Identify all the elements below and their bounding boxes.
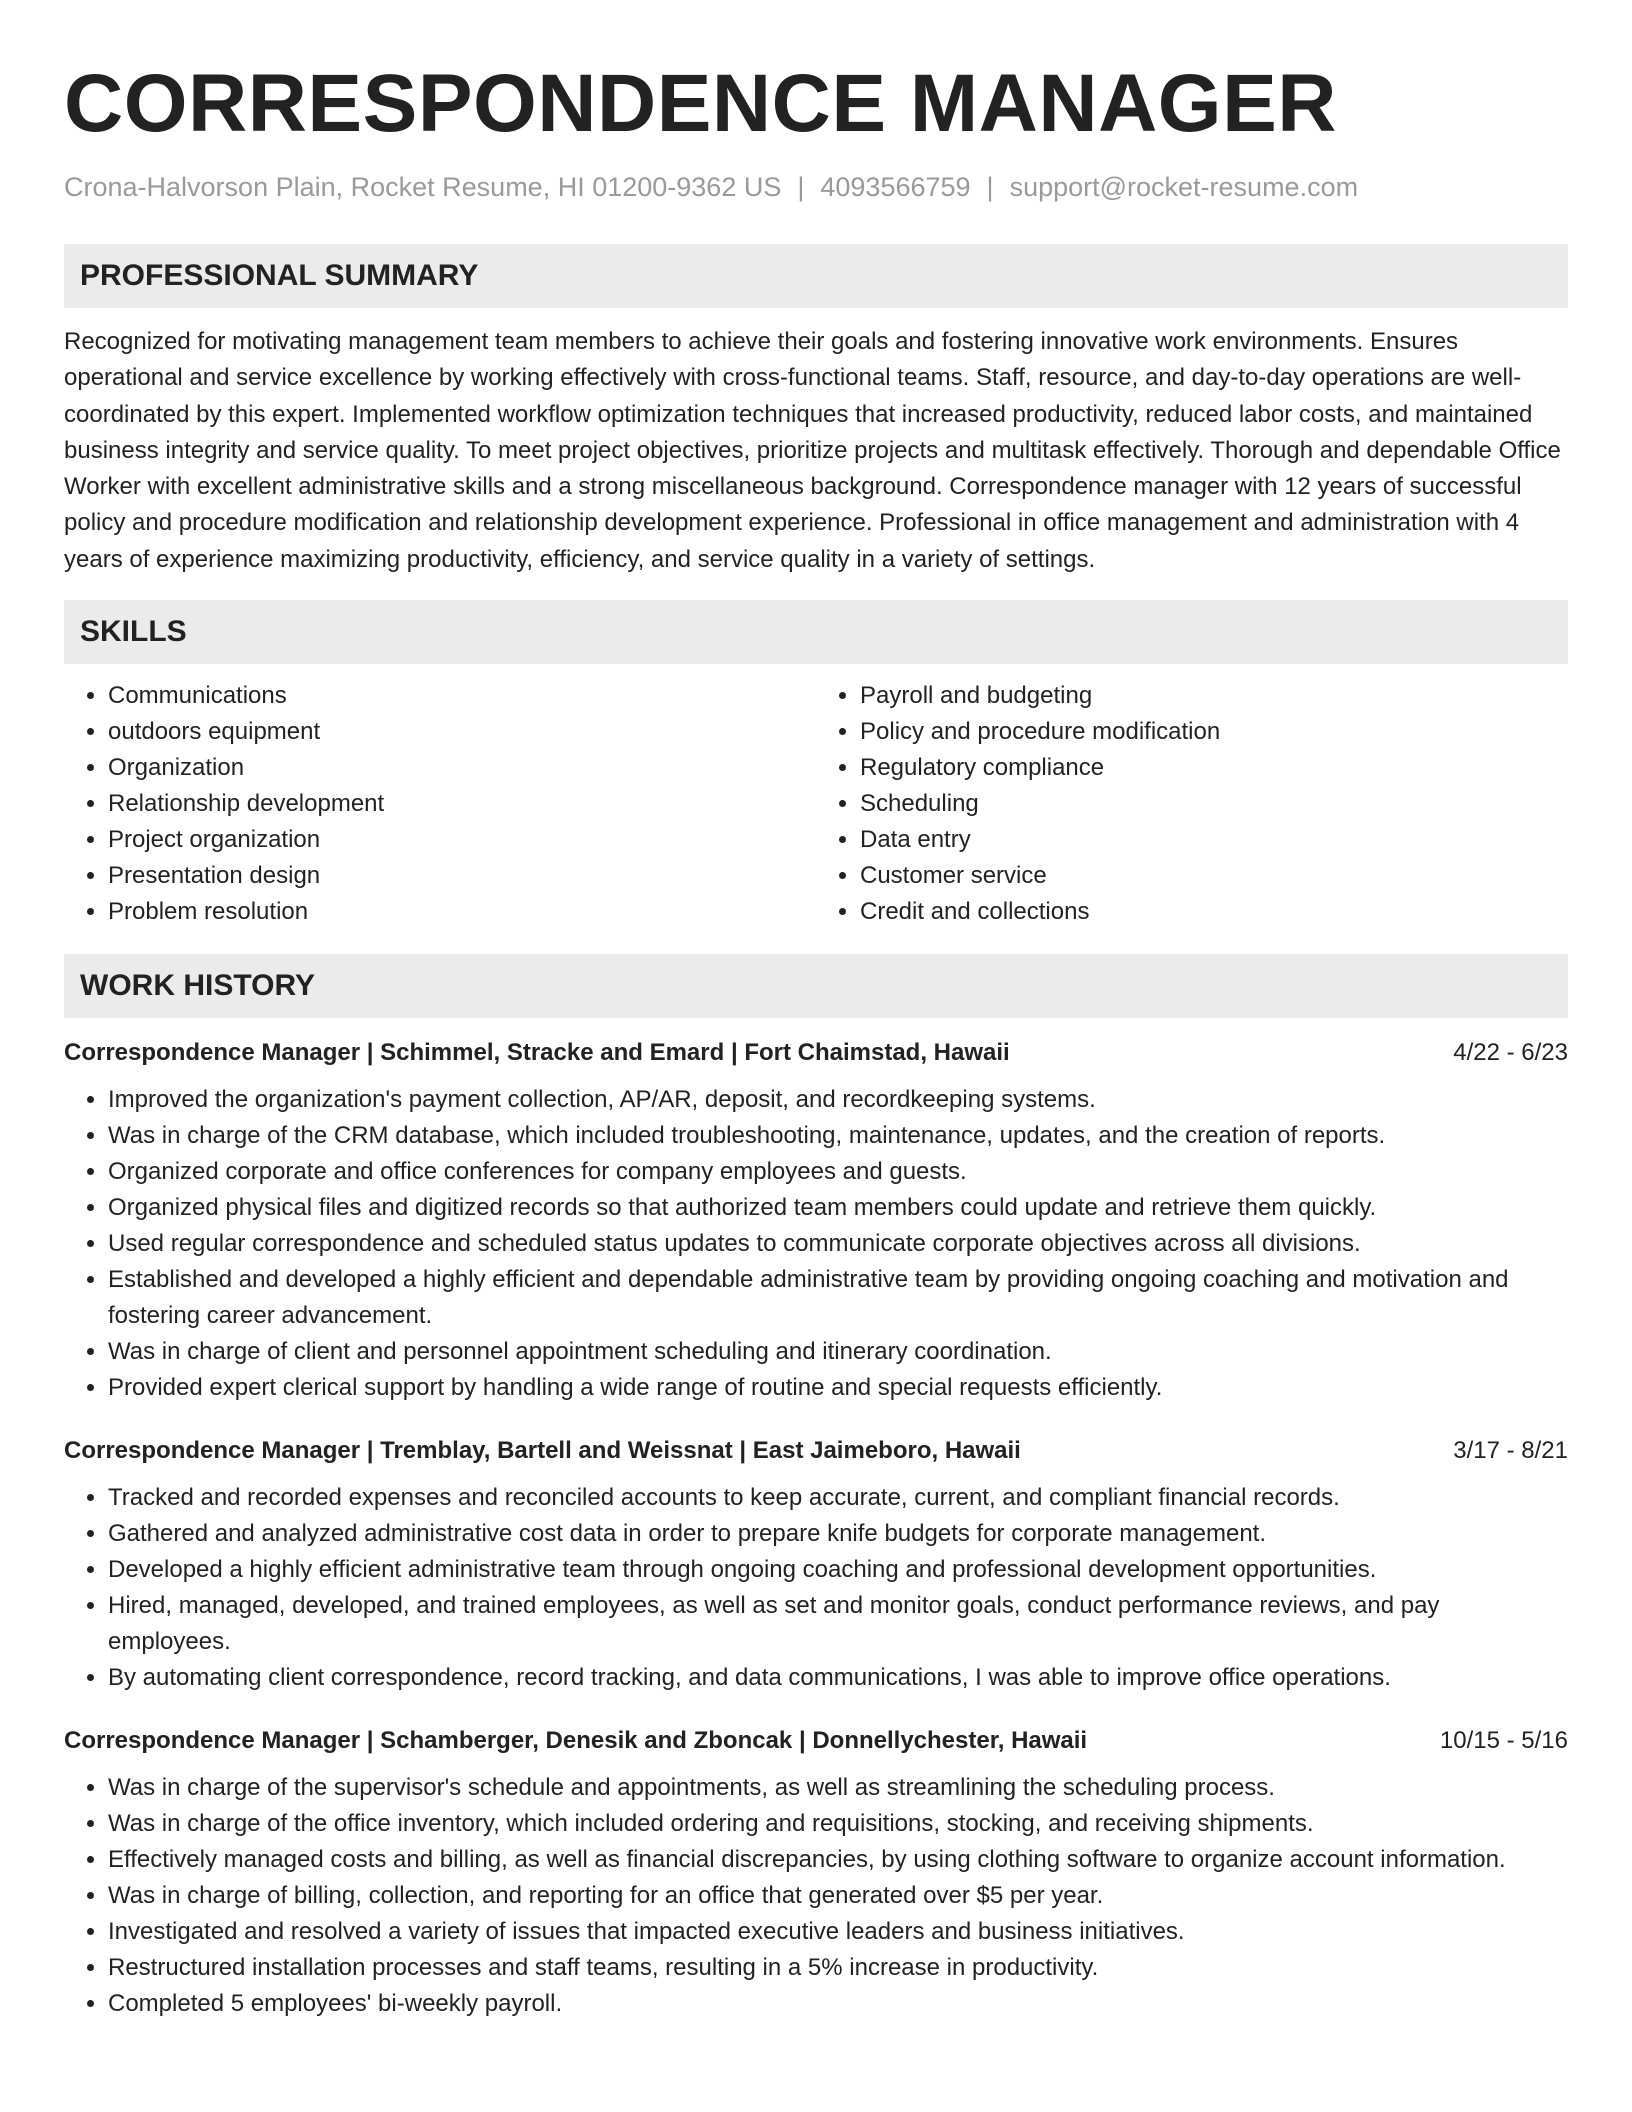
resume-name: CORRESPONDENCE MANAGER: [64, 58, 1337, 149]
job-header: [64, 1038, 1568, 1068]
job-bullet: • Was in charge of the supervisor's schedule and appointments, as well as streamlining the scheduling process.: [108, 1770, 1568, 1806]
contact-address: Crona-Halvorson Plain, Rocket Resume, HI 01200-9362 US: [64, 172, 782, 202]
job-dates: 3/17 - 8/21: [1453, 1437, 1568, 1465]
skill-item: • Policy and procedure modification: [860, 714, 1568, 750]
skill-item: • Organization: [108, 750, 816, 786]
job-bullet: • Was in charge of client and personnel appointment scheduling and itinerary coordination.: [108, 1334, 1568, 1370]
job-bullet: • Tracked and recorded expenses and reconciled accounts to keep accurate, current, and compliant financial records.: [108, 1480, 1568, 1516]
job-bullet: • Gathered and analyzed administrative cost data in order to prepare knife budgets for corporate management.: [108, 1516, 1568, 1552]
job-entry: [64, 1038, 1568, 1406]
contact-separator: |: [986, 172, 994, 202]
skill-item: • Payroll and budgeting: [860, 678, 1568, 714]
professional-summary-heading: PROFESSIONAL SUMMARY: [64, 244, 1568, 308]
job-bullet: • Used regular correspondence and scheduled status updates to communicate corporate objectives across all divisions.: [108, 1226, 1568, 1262]
job-dates: 4/22 - 6/23: [1453, 1039, 1568, 1067]
skill-item: • Communications: [108, 678, 816, 714]
job-bullet: • Was in charge of the CRM database, which included troubleshooting, maintenance, updates, and the creation of reports.: [108, 1118, 1568, 1154]
job-entry: [64, 1436, 1568, 1696]
job-bullet: • Provided expert clerical support by handling a wide range of routine and special requests efficiently.: [108, 1370, 1568, 1406]
job-bullet: • Improved the organization's payment collection, AP/AR, deposit, and recordkeeping systems.: [108, 1082, 1568, 1118]
contact-separator: |: [797, 172, 805, 202]
skill-item: • Credit and collections: [860, 894, 1568, 930]
job-entry: [64, 1726, 1568, 2022]
skill-item: • Project organization: [108, 822, 816, 858]
job-bullets: [64, 1480, 1568, 1696]
skills-heading: SKILLS: [64, 600, 1568, 664]
job-bullet: • Established and developed a highly efficient and dependable administrative team by providing ongoing coaching and motivation and fostering career advancement.: [108, 1262, 1568, 1334]
job-bullet: • Restructured installation processes and staff teams, resulting in a 5% increase in productivity.: [108, 1950, 1568, 1986]
job-bullet: • Organized physical files and digitized records so that authorized team members could update and retrieve them quickly.: [108, 1190, 1568, 1226]
skill-item: • Customer service: [860, 858, 1568, 894]
job-bullet: • Completed 5 employees' bi-weekly payroll.: [108, 1986, 1568, 2022]
work-history-heading: WORK HISTORY: [64, 954, 1568, 1018]
skills-list: [64, 678, 1568, 930]
job-bullet: • Was in charge of the office inventory, which included ordering and requisitions, stocking, and receiving shipments.: [108, 1806, 1568, 1842]
job-bullet: • Was in charge of billing, collection, and reporting for an office that generated over $5 per year.: [108, 1878, 1568, 1914]
job-title: Correspondence Manager | Schamberger, Denesik and Zboncak | Donnellychester, Hawaii: [64, 1727, 1088, 1755]
contact-email: support@rocket-resume.com: [1009, 172, 1359, 202]
job-header: [64, 1726, 1568, 1756]
job-bullets: [64, 1770, 1568, 2022]
job-bullet: • Hired, managed, developed, and trained employees, as well as set and monitor goals, conduct performance reviews, and pay employees.: [108, 1588, 1568, 1660]
job-dates: 10/15 - 5/16: [1439, 1727, 1568, 1755]
job-bullet: • Investigated and resolved a variety of issues that impacted executive leaders and business initiatives.: [108, 1914, 1568, 1950]
skill-item: • Data entry: [860, 822, 1568, 858]
skills-column-right: [816, 678, 1568, 930]
job-header: [64, 1436, 1568, 1466]
job-bullet: • Effectively managed costs and billing, as well as financial discrepancies, by using clothing software to organize account information.: [108, 1842, 1568, 1878]
job-bullets: [64, 1082, 1568, 1406]
skill-item: • Presentation design: [108, 858, 816, 894]
skills-column-left: [64, 678, 816, 930]
skill-item: • Regulatory compliance: [860, 750, 1568, 786]
contact-line: [64, 170, 1568, 204]
job-bullet: • Developed a highly efficient administrative team through ongoing coaching and professional development opportunities.: [108, 1552, 1568, 1588]
skill-item: • Problem resolution: [108, 894, 816, 930]
contact-phone: 4093566759: [820, 172, 971, 202]
skill-item: • Relationship development: [108, 786, 816, 822]
skill-item: • Scheduling: [860, 786, 1568, 822]
job-title: Correspondence Manager | Tremblay, Bartell and Weissnat | East Jaimeboro, Hawaii: [64, 1437, 1021, 1465]
skill-item: • outdoors equipment: [108, 714, 816, 750]
job-bullet: • By automating client correspondence, record tracking, and data communications, I was able to improve office operations.: [108, 1660, 1568, 1696]
job-bullet: • Organized corporate and office conferences for company employees and guests.: [108, 1154, 1568, 1190]
job-title: Correspondence Manager | Schimmel, Stracke and Emard | Fort Chaimstad, Hawaii: [64, 1039, 1010, 1067]
professional-summary-text: Recognized for motivating management team members to achieve their goals and fostering innovative work environments. Ensures operational and service excellence by working effectively with cross-functional teams. Staff, resource, and day-to-day operations are well-coordinated by this expert. Implemented workflow optimization techniques that increased productivity, reduced labor costs, and maintained business integrity and service quality. To meet project objectives, prioritize projects and multitask effectively. Thorough and dependable Office Worker with excellent administrative skills and a strong miscellaneous background. Correspondence manager with 12 years of successful policy and procedure modification and relationship development experience. Professional in office management and administration with 4 years of experience maximizing productivity, efficiency, and service quality in a variety of settings.: [64, 328, 1561, 573]
